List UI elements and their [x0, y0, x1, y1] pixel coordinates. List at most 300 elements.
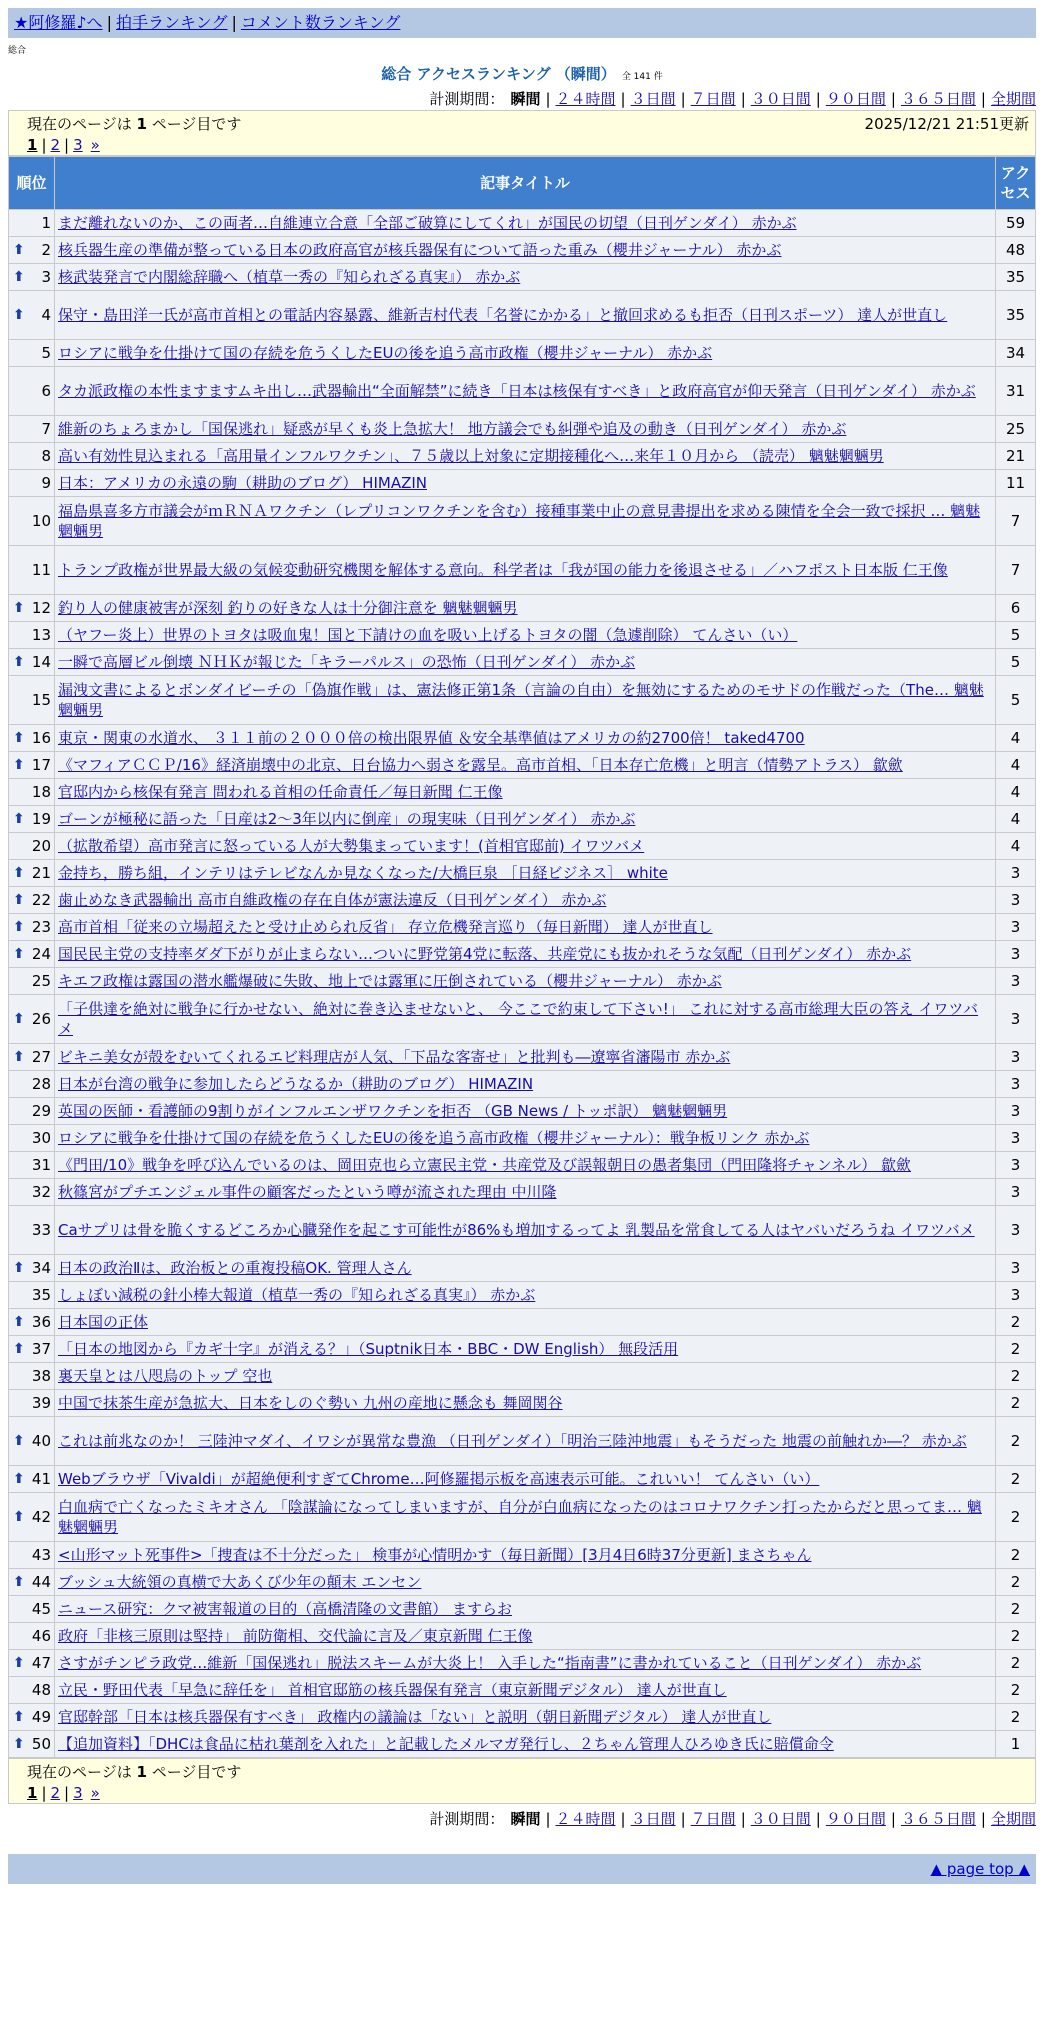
period-link[interactable]: ７日間 — [690, 1810, 736, 1828]
ranking-table — [8, 156, 1036, 1758]
period-link[interactable]: ２４時間 — [555, 1810, 616, 1828]
rank-cell — [9, 595, 55, 622]
period-link[interactable]: ９０日間 — [825, 1810, 886, 1828]
title-cell — [55, 1309, 996, 1336]
access-count: 59 — [996, 210, 1036, 237]
table-row — [9, 497, 1036, 546]
access-count: 2 — [996, 1596, 1036, 1623]
article-link[interactable]: 《門田/10》戦争を呼び込んでいるのは、岡田克也ら立憲民主党・共産党及び誤報朝日の愚者集団（門田隆将チャンネル） 歙歛 — [58, 1156, 912, 1174]
rank-number: 1 — [41, 214, 51, 232]
current-page-number: 1 — [136, 115, 147, 133]
access-count: 2 — [996, 1466, 1036, 1493]
article-link[interactable]: 一瞬で高層ビル倒壊 ＮＨＫが報じた「キラーパルス」の恐怖（日刊ゲンダイ） 赤かぶ — [58, 653, 636, 671]
rank-cell — [9, 779, 55, 806]
rank-cell — [9, 1390, 55, 1417]
access-count: 3 — [996, 968, 1036, 995]
rank-number: 44 — [31, 1573, 51, 1591]
nav-separator: | — [231, 13, 237, 32]
article-link[interactable]: ブッシュ大統領の真横で大あくび少年の顛末 エンセン — [58, 1573, 422, 1591]
title-cell — [55, 1417, 996, 1466]
header-rank: 順位 — [9, 157, 55, 210]
rank-number: 21 — [31, 864, 51, 882]
rank-number: 12 — [31, 599, 51, 617]
up-arrow-icon: ⬆ — [13, 654, 25, 670]
rank-cell — [9, 367, 55, 416]
table-row — [9, 1542, 1036, 1569]
article-link[interactable]: まだ離れないのか、この両者…自維連立合意「全部ご破算にしてくれ」が国民の切望（日刊ゲンダイ） 赤かぶ — [58, 214, 797, 232]
article-link[interactable]: Webブラウザ「Vivaldi」が超絶便利すぎてChrome…阿修羅掲示板を高速表示可能。これいい！ てんさい（い） — [58, 1470, 820, 1488]
page-link[interactable]: 2 — [50, 1784, 61, 1802]
comment-ranking-link[interactable]: コメント数ランキング — [240, 13, 401, 32]
title-cell — [55, 1098, 996, 1125]
rank-number: 42 — [31, 1508, 51, 1526]
article-link[interactable]: 高い有効性見込まれる「高用量インフルワクチン」、７５歳以上対象に定期接種化へ…来年１０月から （読売） 魑魅魍魎男 — [58, 447, 884, 465]
article-link[interactable]: 日本：アメリカの永遠の駒（耕助のブログ） HIMAZIN — [58, 474, 427, 492]
rank-number: 31 — [31, 1156, 51, 1174]
category-label: 総合 — [8, 46, 27, 56]
page-separator: | — [41, 136, 47, 154]
access-count: 5 — [996, 622, 1036, 649]
article-link[interactable]: （ヤフー炎上）世界のトヨタは吸血鬼！国と下請けの血を吸い上げるトヨタの闇（急遽削除） てんさい（い） — [58, 626, 798, 644]
rank-number: 29 — [31, 1102, 51, 1120]
access-count: 4 — [996, 806, 1036, 833]
article-link[interactable]: 立民・野田代表「早急に辞任を」 首相官邸筋の核兵器保有発言（東京新聞デジタル） 達人が世直し — [58, 1681, 727, 1699]
rank-number: 49 — [31, 1708, 51, 1726]
next-page-link[interactable]: » — [90, 1784, 100, 1802]
article-link[interactable]: 《マフィアＣＣＰ/16》経済崩壊中の北京、日台協力へ弱さを露呈。高市首相、「日本存亡危機」と明言（情勢アトラス） 歙歛 — [58, 756, 903, 774]
access-count: 2 — [996, 1309, 1036, 1336]
article-link[interactable]: 金持ち，勝ち組，インテリはテレビなんか見なくなった/大橋巨泉 ［日経ビジネス］ white — [58, 864, 668, 882]
up-arrow-icon: ⬆ — [13, 242, 25, 258]
access-count: 3 — [996, 1071, 1036, 1098]
rank-number: 34 — [31, 1259, 51, 1277]
article-link[interactable]: Caサプリは骨を脆くするどころか心臓発作を起こす可能性が86%も増加するってよ 乳製品を常食してる人はヤバいだろうね イワツバメ — [58, 1221, 975, 1239]
rank-number: 40 — [31, 1432, 51, 1450]
period-separator: | — [545, 1810, 551, 1828]
article-link[interactable]: キエフ政権は露国の潜水艦爆破に失敗、地上では露軍に圧倒されている（櫻井ジャーナル） 赤かぶ — [58, 972, 722, 990]
table-row — [9, 1206, 1036, 1255]
table-row — [9, 887, 1036, 914]
article-link[interactable]: 裏天皇とは八咫烏のトップ 空也 — [58, 1367, 273, 1385]
title-cell — [55, 237, 996, 264]
page-separator: | — [64, 136, 70, 154]
table-row — [9, 968, 1036, 995]
article-link[interactable]: 維新のちょろまかし「国保逃れ」疑惑が早くも炎上急拡大！ 地方議会でも糾弾や追及の動き（日刊ゲンダイ） 赤かぶ — [58, 420, 847, 438]
article-link[interactable]: 日本が台湾の戦争に参加したらどうなるか（耕助のブログ） HIMAZIN — [58, 1075, 534, 1093]
article-link[interactable]: 国民民主党の支持率ダダ下がりが止まらない…ついに野党第4党に転落、共産党にも抜かれそうな気配（日刊ゲンダイ） 赤かぶ — [58, 945, 912, 963]
article-link[interactable]: 白血病で亡くなったミキオさん 「陰謀論になってしまいますが、自分が白血病になったのはコロナワクチン打ったからだと思ってま… 魑魅魍魎男 — [58, 1498, 982, 1536]
up-arrow-icon: ⬆ — [13, 1736, 25, 1752]
table-row — [9, 649, 1036, 676]
rank-cell — [9, 237, 55, 264]
up-arrow-icon: ⬆ — [13, 600, 25, 616]
rank-number: 5 — [41, 344, 51, 362]
article-link[interactable]: 官邸内から核保有発言 問われる首相の任命責任／毎日新聞 仁王像 — [58, 783, 503, 801]
title-cell — [55, 1125, 996, 1152]
period-separator: | — [890, 90, 896, 108]
article-link[interactable]: <山形マット死事件>「捜査は不十分だった」 検事が心情明かす（毎日新聞）[3月4日6時37分更新] まさちゃん — [58, 1546, 812, 1564]
rank-cell — [9, 995, 55, 1044]
article-link[interactable]: 「日本の地図から『カギ十字』が消える？」（Suptnik日本・BBC・DW English） 無段活用 — [58, 1340, 679, 1358]
table-row — [9, 914, 1036, 941]
title-cell — [55, 416, 996, 443]
period-link[interactable]: 全期間 — [990, 90, 1036, 108]
up-arrow-icon: ⬆ — [13, 919, 25, 935]
period-separator: | — [980, 1810, 986, 1828]
rank-number: 50 — [31, 1735, 51, 1753]
title-cell — [55, 1390, 996, 1417]
rank-number: 37 — [31, 1340, 51, 1358]
access-count: 2 — [996, 1336, 1036, 1363]
access-count: 2 — [996, 1493, 1036, 1542]
period-link[interactable]: ３日間 — [630, 1810, 676, 1828]
home-link[interactable]: ★阿修羅♪へ — [14, 13, 103, 32]
title-cell — [55, 1466, 996, 1493]
rank-number: 30 — [31, 1129, 51, 1147]
rank-number: 47 — [31, 1654, 51, 1672]
access-count: 7 — [996, 546, 1036, 595]
header-access: アクセス — [996, 157, 1036, 210]
rank-cell — [9, 1044, 55, 1071]
page-links — [27, 1783, 1029, 1803]
table-row — [9, 546, 1036, 595]
up-arrow-icon: ⬆ — [13, 811, 25, 827]
access-count: 2 — [996, 1650, 1036, 1677]
article-link[interactable]: 「子供達を絶対に戦争に行かせない、絶対に巻き込ませないと、 今ここで約束して下さい!」 これに対する高市総理大臣の答え イワツバメ — [58, 1000, 979, 1038]
access-count: 2 — [996, 1623, 1036, 1650]
rank-number: 43 — [31, 1546, 51, 1564]
title-cell — [55, 210, 996, 237]
period-separator: | — [890, 1810, 896, 1828]
header-title: 記事タイトル — [55, 157, 996, 210]
table-row — [9, 1466, 1036, 1493]
rank-cell — [9, 1282, 55, 1309]
article-link[interactable]: さすがチンピラ政党…維新「国保逃れ」脱法スキームが大炎上！ 入手した“指南書”に書かれていること（日刊ゲンダイ） 赤かぶ — [58, 1654, 922, 1672]
article-link[interactable]: （拡散希望）高市発言に怒っている人が大勢集まっています！(首相官邸前) イワツバメ — [58, 837, 645, 855]
page-link[interactable]: 3 — [73, 136, 83, 154]
table-row — [9, 1677, 1036, 1704]
rank-cell — [9, 1731, 55, 1758]
article-link[interactable]: ロシアに戦争を仕掛けて国の存続を危うくしたEUの後を追う高市政権（櫻井ジャーナル） 赤かぶ — [58, 344, 713, 362]
article-link[interactable]: 【追加資料】「DHCは食品に枯れ葉剤を入れた」と記載したメルマガ発行し、２ちゃん管理人ひろゆき氏に賠償命令 — [58, 1735, 834, 1753]
access-count: 3 — [996, 914, 1036, 941]
table-row — [9, 1731, 1036, 1758]
rank-number: 48 — [31, 1681, 51, 1699]
period-separator: | — [620, 90, 626, 108]
rank-cell — [9, 941, 55, 968]
rank-cell — [9, 1677, 55, 1704]
rank-number: 15 — [31, 691, 51, 709]
up-arrow-icon: ⬆ — [13, 757, 25, 773]
pager-top — [8, 110, 1036, 156]
nav-separator: | — [106, 13, 112, 32]
access-count: 5 — [996, 676, 1036, 725]
rank-cell — [9, 1569, 55, 1596]
period-separator: | — [980, 90, 986, 108]
rank-number: 14 — [31, 653, 51, 671]
period-link[interactable]: 全期間 — [990, 1810, 1036, 1828]
table-row — [9, 779, 1036, 806]
title-cell — [55, 443, 996, 470]
access-count: 3 — [996, 1152, 1036, 1179]
title-cell — [55, 887, 996, 914]
period-selector-bottom — [0, 1808, 1036, 1830]
rank-number: 46 — [31, 1627, 51, 1645]
title-cell — [55, 860, 996, 887]
period-link[interactable]: ３６５日間 — [900, 1810, 976, 1828]
access-count: 2 — [996, 1363, 1036, 1390]
rank-cell — [9, 1206, 55, 1255]
rank-number: 41 — [31, 1470, 51, 1488]
table-row — [9, 1179, 1036, 1206]
rank-cell — [9, 833, 55, 860]
table-row — [9, 1282, 1036, 1309]
title-cell — [55, 1206, 996, 1255]
access-count: 2 — [996, 1390, 1036, 1417]
period-link[interactable]: ９０日間 — [825, 90, 886, 108]
rank-number: 20 — [31, 837, 51, 855]
rank-number: 6 — [41, 382, 51, 400]
access-count: 3 — [996, 860, 1036, 887]
up-arrow-icon: ⬆ — [13, 1471, 25, 1487]
article-link[interactable]: トランプ政権が世界最大級の気候変動研究機関を解体する意向。科学者は「我が国の能力を後退させる」／ハフポスト日本版 仁王像 — [58, 561, 948, 579]
rank-number: 26 — [31, 1010, 51, 1028]
rank-cell — [9, 622, 55, 649]
rank-cell — [9, 497, 55, 546]
rank-cell — [9, 752, 55, 779]
title-cell — [55, 649, 996, 676]
title-cell — [55, 622, 996, 649]
rank-cell — [9, 264, 55, 291]
access-count: 4 — [996, 779, 1036, 806]
period-separator: | — [680, 90, 686, 108]
rank-cell — [9, 1704, 55, 1731]
title-cell — [55, 833, 996, 860]
table-row — [9, 210, 1036, 237]
current-page-text: 現在のページは 1 ページ目です — [27, 1763, 242, 1781]
rank-cell — [9, 1363, 55, 1390]
title-cell — [55, 779, 996, 806]
rank-number: 25 — [31, 972, 51, 990]
title-cell — [55, 1569, 996, 1596]
article-link[interactable]: 歯止めなき武器輸出 高市自維政権の存在自体が憲法違反（日刊ゲンダイ） 赤かぶ — [58, 891, 607, 909]
article-link[interactable]: ニュース研究：クマ被害報道の目的（高橋清隆の文書館） ますらお — [58, 1600, 513, 1618]
title-cell — [55, 367, 996, 416]
page-current: 1 — [27, 136, 38, 154]
rank-number: 16 — [31, 729, 51, 747]
access-count: 2 — [996, 1569, 1036, 1596]
total-count: 全 141 件 — [621, 72, 663, 82]
article-link[interactable]: 中国で抹茶生産が急拡大、日本をしのぐ勢い 九州の産地に懸念も 舞岡関谷 — [58, 1394, 563, 1412]
rank-cell — [9, 725, 55, 752]
table-row — [9, 1390, 1036, 1417]
article-link[interactable]: 秋篠宮がプチエンジェル事件の顧客だったという噂が流された理由 中川隆 — [58, 1183, 557, 1201]
table-row — [9, 725, 1036, 752]
title-cell — [55, 1542, 996, 1569]
up-arrow-icon: ⬆ — [13, 1709, 25, 1725]
article-link[interactable]: これは前兆なのか！ 三陸沖マダイ、イワシが異常な豊漁 （日刊ゲンダイ）「明治三陸沖地震」もそうだった 地震の前触れか―？ 赤かぶ — [58, 1432, 967, 1450]
rank-number: 23 — [31, 918, 51, 936]
rank-cell — [9, 806, 55, 833]
rank-cell — [9, 1125, 55, 1152]
article-link[interactable]: ゴーンが極秘に語った「日産は2～3年以内に倒産」の現実味（日刊ゲンダイ） 赤かぶ — [58, 810, 636, 828]
page-link[interactable]: 3 — [73, 1784, 83, 1802]
rank-cell — [9, 968, 55, 995]
article-link[interactable]: 漏洩文書によるとボンダイビーチの「偽旗作戦」は、憲法修正第1条（言論の自由）を無効にするためのモサドの作戦だった（The… 魑魅魍魎男 — [58, 681, 984, 719]
article-link[interactable]: 核兵器生産の準備が整っている日本の政府高官が核兵器保有について語った重み（櫻井ジャーナル） 赤かぶ — [58, 241, 782, 259]
applause-ranking-link[interactable]: 拍手ランキング — [115, 13, 228, 32]
access-count: 3 — [996, 995, 1036, 1044]
up-arrow-icon: ⬆ — [13, 1433, 25, 1449]
rank-cell — [9, 860, 55, 887]
table-row — [9, 1044, 1036, 1071]
article-link[interactable]: ビキニ美女が殻をむいてくれるエビ料理店が人気、「下品な客寄せ」と批判も―遼寧省瀋陽市 赤かぶ — [58, 1048, 731, 1066]
access-count: 31 — [996, 367, 1036, 416]
period-link[interactable]: ３６５日間 — [900, 90, 976, 108]
rank-cell — [9, 1098, 55, 1125]
table-row — [9, 1569, 1036, 1596]
table-row — [9, 995, 1036, 1044]
rank-number: 36 — [31, 1313, 51, 1331]
up-arrow-icon: ⬆ — [13, 1341, 25, 1357]
rank-cell — [9, 1596, 55, 1623]
access-count: 2 — [996, 1704, 1036, 1731]
current-page-text: 現在のページは 1 ページ目です — [27, 115, 242, 133]
rank-cell — [9, 1255, 55, 1282]
table-row — [9, 622, 1036, 649]
title-cell — [55, 1044, 996, 1071]
page-top-link[interactable]: ▲ page top ▲ — [930, 1860, 1030, 1878]
access-count: 3 — [996, 1282, 1036, 1309]
up-arrow-icon: ⬆ — [13, 730, 25, 746]
access-count: 2 — [996, 1677, 1036, 1704]
title-cell — [55, 1255, 996, 1282]
rank-cell — [9, 1179, 55, 1206]
title-cell — [55, 676, 996, 725]
period-link[interactable]: ７日間 — [690, 90, 736, 108]
title-cell — [55, 1179, 996, 1206]
page-link[interactable]: 2 — [50, 136, 61, 154]
article-link[interactable]: 保守・島田洋一氏が高市首相との電話内容暴露、維新吉村代表「名誉にかかる」と撤回求めるも拒否（日刊スポーツ） 達人が世直し — [58, 306, 948, 324]
access-count: 34 — [996, 340, 1036, 367]
rank-number: 19 — [31, 810, 51, 828]
title-cell — [55, 1596, 996, 1623]
article-link[interactable]: 英国の医師・看護師の9割りがインフルエンザワクチンを拒否 （GB News / トッポ訳） 魑魅魍魎男 — [58, 1102, 728, 1120]
table-row — [9, 1596, 1036, 1623]
table-row — [9, 833, 1036, 860]
title-cell — [55, 995, 996, 1044]
up-arrow-icon: ⬆ — [13, 1655, 25, 1671]
period-link[interactable]: ３０日間 — [750, 1810, 811, 1828]
access-count: 21 — [996, 443, 1036, 470]
period-link[interactable]: ２４時間 — [555, 90, 616, 108]
period-separator: | — [740, 1810, 746, 1828]
table-header-row — [9, 157, 1036, 210]
rank-cell — [9, 340, 55, 367]
access-count: 1 — [996, 1731, 1036, 1758]
table-row — [9, 237, 1036, 264]
article-link[interactable]: 官邸幹部「日本は核兵器保有すべき」 政権内の議論は「ない」と説明（朝日新聞デジタル） 達人が世直し — [58, 1708, 772, 1726]
article-link[interactable]: 日本の政治Ⅱは、政治板との重複投稿OK. 管理人さん — [58, 1259, 412, 1277]
title-cell — [55, 291, 996, 340]
table-row — [9, 1071, 1036, 1098]
up-arrow-icon: ⬆ — [13, 865, 25, 881]
period-separator: | — [815, 90, 821, 108]
rank-number: 13 — [31, 626, 51, 644]
table-row — [9, 1336, 1036, 1363]
title-cell — [55, 914, 996, 941]
period-selector-top — [0, 88, 1036, 110]
title-cell — [55, 1623, 996, 1650]
access-count: 35 — [996, 291, 1036, 340]
rank-cell — [9, 1542, 55, 1569]
table-row — [9, 806, 1036, 833]
page-current: 1 — [27, 1784, 38, 1802]
title-cell — [55, 1650, 996, 1677]
table-row — [9, 676, 1036, 725]
table-row — [9, 340, 1036, 367]
title-cell — [55, 1677, 996, 1704]
rank-number: 24 — [31, 945, 51, 963]
rank-cell — [9, 1152, 55, 1179]
title-cell — [55, 546, 996, 595]
table-row — [9, 1152, 1036, 1179]
period-separator: | — [680, 1810, 686, 1828]
period-separator: | — [545, 90, 551, 108]
rank-cell — [9, 291, 55, 340]
article-link[interactable]: 高市首相「従来の立場超えたと受け止められ反省」 存立危機発言巡り（毎日新聞） 達人が世直し — [58, 918, 713, 936]
article-link[interactable]: タカ派政権の本性ますますムキ出し…武器輸出“全面解禁”に続き「日本は核保有すべき」と政府高官が仰天発言（日刊ゲンダイ） 赤かぶ — [58, 382, 976, 400]
period-label: 計測期間： — [429, 1810, 505, 1828]
period-link[interactable]: ３０日間 — [750, 90, 811, 108]
top-nav-bar — [8, 8, 1036, 38]
up-arrow-icon: ⬆ — [13, 1260, 25, 1276]
article-link[interactable]: 日本国の正体 — [58, 1313, 149, 1331]
access-count: 11 — [996, 470, 1036, 497]
rank-cell — [9, 1309, 55, 1336]
rank-cell — [9, 416, 55, 443]
table-row — [9, 1704, 1036, 1731]
article-link[interactable]: 東京・関東の水道水、 ３１１前の２０００倍の検出限界値 ＆安全基準値はアメリカの約2700倍！ taked4700 — [58, 729, 805, 747]
table-row — [9, 367, 1036, 416]
table-row — [9, 1417, 1036, 1466]
title-cell — [55, 340, 996, 367]
rank-number: 33 — [31, 1221, 51, 1239]
table-row — [9, 264, 1036, 291]
access-count: 3 — [996, 1125, 1036, 1152]
article-link[interactable]: 釣り人の健康被害が深刻 釣りの好きな人は十分御注意を 魑魅魍魎男 — [58, 599, 518, 617]
access-count: 2 — [996, 1542, 1036, 1569]
period-separator: | — [740, 90, 746, 108]
rank-cell — [9, 1493, 55, 1542]
article-link[interactable]: ロシアに戦争を仕掛けて国の存続を危うくしたEUの後を追う高市政権（櫻井ジャーナル）：戦争板リンク 赤かぶ — [58, 1129, 810, 1147]
article-link[interactable]: 核武装発言で内閣総辞職へ（植草一秀の『知られざる真実』） 赤かぶ — [58, 268, 521, 286]
access-count: 2 — [996, 1417, 1036, 1466]
period-link[interactable]: ３日間 — [630, 90, 676, 108]
article-link[interactable]: 政府「非核三原則は堅持」 前防衛相、交代論に言及／東京新聞 仁王像 — [58, 1627, 533, 1645]
title-cell — [55, 1363, 996, 1390]
article-link[interactable]: しょぼい減税の針小棒大報道（植草一秀の『知られざる真実』） 赤かぶ — [58, 1286, 536, 1304]
article-link[interactable]: 福島県喜多方市議会がｍＲＮＡワクチン（レプリコンワクチンを含む）接種事業中止の意見書提出を求める陳情を全会一致で採択 … 魑魅魍魎男 — [58, 502, 981, 540]
page-separator: | — [64, 1784, 70, 1802]
table-row — [9, 860, 1036, 887]
rank-number: 45 — [31, 1600, 51, 1618]
table-row — [9, 1650, 1036, 1677]
access-count: 6 — [996, 595, 1036, 622]
next-page-link[interactable]: » — [90, 136, 100, 154]
title-cell — [55, 1282, 996, 1309]
rank-number: 4 — [41, 306, 51, 324]
